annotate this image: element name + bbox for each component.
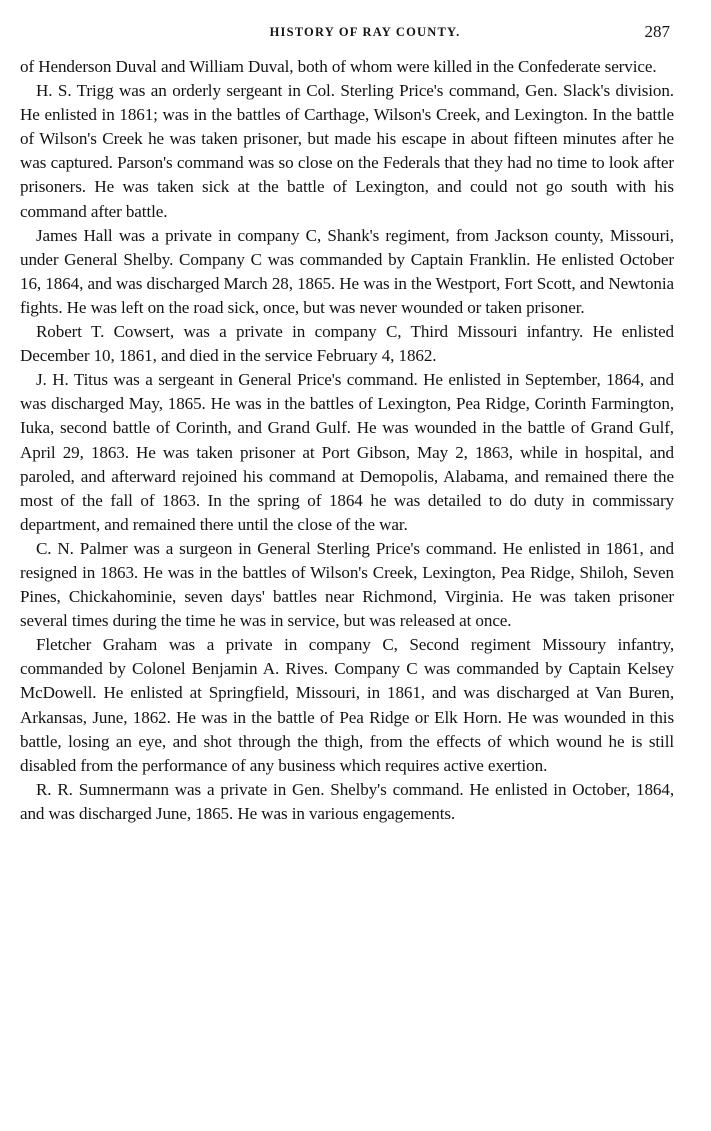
running-title: HISTORY OF RAY COUNTY. — [269, 25, 461, 39]
paragraph-sumnermann: R. R. Sumnermann was a private in Gen. Shelby's command. He enlisted in October, 1864, and was discharged June, 1865. He was in various engagements. — [20, 779, 674, 823]
paragraph-duval-continuation: of Henderson Duval and William Duval, both of whom were killed in the Confederate service. — [20, 57, 657, 76]
paragraph-graham: Fletcher Graham was a private in company C, Second regiment Missoury infantry, commanded by Colonel Benjamin A. Rives. Company C was commanded by Captain Kelsey McDowell. He enlisted at Springfield, Missouri, in 1861, and was discharged at Van Buren, Arkansas, June, 1862. He was in the battle of Pea Ridge or Elk Horn. He was wounded in this battle, losing an eye, and shot through the thigh, from the effects of which wound he is still disabled from the performance of any business which requires active exertion. — [20, 635, 674, 775]
paragraph-hall: James Hall was a private in company C, Shank's regiment, from Jackson county, Missouri, under General Shelby. Company C was commanded by Captain Franklin. He enlisted October 16, 1864, and was discharged March 28, 1865. He was in the Westport, Fort Scott, and Newtonia fights. He was left on the road sick, once, but was never wounded or taken prisoner. — [20, 225, 674, 317]
paragraph-palmer: C. N. Palmer was a surgeon in General Sterling Price's command. He enlisted in 1861, and resigned in 1863. He was in the battles of Wilson's Creek, Lexington, Pea Ridge, Shiloh, Seven Pines, Chickahominie, seven days' battles near Richmond, Virginia. He was taken prisoner several times during the time he was in service, but was released at once. — [20, 538, 674, 631]
page-number: 287 — [644, 22, 670, 41]
body-text — [20, 55, 674, 826]
paragraph-cowsert: Robert T. Cowsert, was a private in company C, Third Missouri infantry. He enlisted December 10, 1861, and died in the service February 4, 1862. — [20, 322, 674, 366]
running-header — [20, 22, 674, 48]
paragraph-trigg: H. S. Trigg was an orderly sergeant in Col. Sterling Price's command, Gen. Slack's division. He enlisted in 1861; was in the battles of Carthage, Wilson's Creek, and Lexington. In the battle of Wilson's Creek he was taken prisoner, but made his escape in about fifteen minutes after he was captured. Parson's command was so close on the Federals that they had no time to look after prisoners. He was taken sick at the battle of Lexington, and could not go south with his command after battle. — [20, 81, 674, 221]
paragraph-titus: J. H. Titus was a sergeant in General Price's command. He enlisted in September, 1864, and was discharged May, 1865. He was in the battles of Lexington, Pea Ridge, Corinth Farmington, Iuka, second battle of Corinth, and Grand Gulf. He was wounded in the battle of Grand Gulf, April 29, 1863. He was taken prisoner at Port Gibson, May 2, 1863, while in hospital, and paroled, and afterward rejoined his command at Demopolis, Alabama, and remained there the most of the fall of 1863. In the spring of 1864 he was detailed to do duty in commissary department, and remained there until the close of the war. — [20, 370, 674, 534]
